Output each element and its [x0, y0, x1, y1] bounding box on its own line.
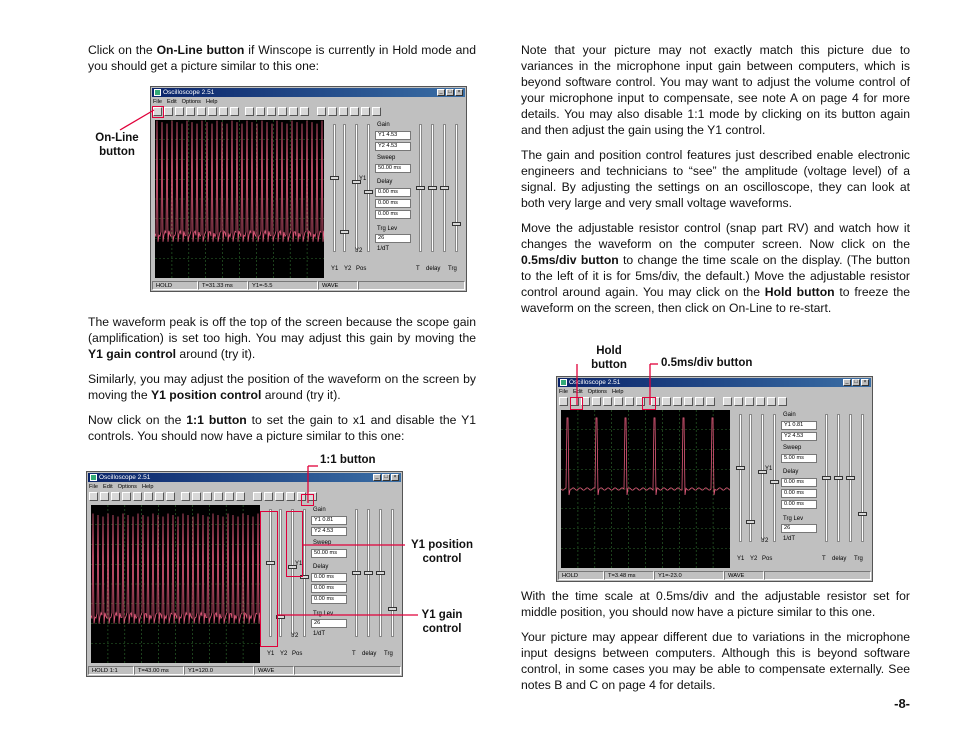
toolbar-button[interactable] — [197, 107, 206, 116]
status-time: T=3.48 ms — [604, 571, 654, 580]
delay-field: 0.00 ms — [375, 199, 411, 208]
toolbar-button[interactable] — [111, 492, 120, 501]
delay-field: 0.00 ms — [781, 478, 817, 487]
vertical-slider[interactable] — [761, 414, 764, 542]
toolbar-button[interactable] — [236, 492, 245, 501]
slider-thumb[interactable] — [376, 571, 385, 575]
delay-slider-label: delay — [426, 266, 441, 272]
toolbar-button[interactable] — [361, 107, 370, 116]
delay-label: Delay — [313, 564, 329, 570]
slider-thumb[interactable] — [340, 230, 349, 234]
menu-item[interactable]: Edit — [167, 99, 177, 105]
paragraph-variation: Your picture may appear different due to variations in the microphone input designs between computers. Although this is beyond software control, in some cases you may be able to compensate externally. See notes B and C on page 4 for details. — [521, 630, 910, 692]
slider-thumb[interactable] — [822, 476, 831, 480]
sweep-label: Sweep — [783, 445, 802, 451]
status-y1: Y1=-23.0 — [654, 571, 724, 580]
paragraph-one-to-one: Now click on the 1:1 button to set the gain to x1 and disable the Y1 controls. You should now have a picture similar to this one: — [88, 413, 476, 443]
toolbar-button[interactable] — [317, 107, 326, 116]
menu-item[interactable]: Edit — [103, 484, 113, 490]
status-y1: Y1=-5.5 — [248, 281, 318, 290]
callout-hold-button: Hold button — [591, 345, 627, 371]
delay-field: 0.00 ms — [781, 500, 817, 509]
scope-display — [561, 410, 730, 568]
right-column-lower — [521, 588, 910, 702]
delay-field: 0.00 ms — [781, 489, 817, 498]
slider-thumb[interactable] — [416, 186, 425, 190]
slider-thumb[interactable] — [452, 222, 461, 226]
toolbar-button[interactable] — [225, 492, 234, 501]
y1-gain-field: Y1 4.53 — [375, 131, 411, 140]
vertical-slider[interactable] — [355, 124, 358, 252]
slider-thumb[interactable] — [388, 607, 397, 611]
pos-bottom-label: Pos — [356, 266, 367, 272]
paragraph-note: Note that your picture may not exactly match this picture due to variances in the microphone input gain between computers, which is beyond software control. You may want to adjust the volume control of your microphone input to compensate, see note A on page 4 for more details. You may also disable 1:1 mode by clicking on its button again and then adjust the gain using the Y1 control. — [521, 43, 910, 137]
vertical-slider[interactable] — [739, 414, 742, 542]
toolbar-button[interactable] — [684, 397, 693, 406]
toolbar-button[interactable] — [275, 492, 284, 501]
window-title: Oscilloscope 2.51 — [569, 379, 621, 386]
y2-bottom-label: Y2 — [750, 556, 758, 562]
page-number: -8- — [894, 696, 910, 711]
toolbar-button[interactable] — [175, 107, 184, 116]
minimize-icon[interactable]: _ — [373, 474, 381, 481]
toolbar-button[interactable] — [328, 107, 337, 116]
waveform-plot — [155, 120, 324, 278]
status-mode: HOLD 1:1 — [88, 666, 134, 675]
t-label: T — [822, 556, 826, 562]
menu-item[interactable]: Help — [205, 99, 218, 105]
slider-thumb[interactable] — [746, 520, 755, 524]
y2-gain-field: Y2 4.53 — [311, 527, 347, 536]
trg-label: Trg — [384, 651, 393, 657]
vertical-slider[interactable] — [773, 414, 776, 542]
toolbar-button[interactable] — [164, 107, 173, 116]
slider-thumb[interactable] — [352, 571, 361, 575]
paragraph-online: Click on the On-Line button if Winscope is currently in Hold mode and you should get a picture similar to this one: — [88, 43, 476, 73]
delay-field: 0.00 ms — [375, 188, 411, 197]
trg-label: Trg — [448, 266, 457, 272]
callout-y1-gain-control: Y1 gain control — [421, 609, 463, 635]
t-label: T — [416, 266, 420, 272]
toolbar-button[interactable] — [289, 107, 298, 116]
y2-gain-field: Y2 4.53 — [375, 142, 411, 151]
inverse-dt-label: 1/dT — [783, 536, 796, 542]
window-title: Oscilloscope 2.51 — [99, 474, 151, 481]
toolbar-button[interactable] — [181, 492, 190, 501]
vertical-slider[interactable] — [391, 509, 394, 637]
menu-item[interactable]: Edit — [573, 389, 583, 395]
toolbar-button[interactable] — [256, 107, 265, 116]
delay-field: 0.00 ms — [375, 210, 411, 219]
paragraph-timescale: With the time scale at 0.5ms/div and the adjustable resistor set for middle position, you should now have a picture similar to this one. — [521, 589, 910, 619]
oscilloscope-window-2 — [86, 471, 403, 677]
trigger-label: Trg Lev — [377, 226, 398, 232]
y1-slider-label: Y1 — [765, 466, 773, 472]
paragraph-gain: The waveform peak is off the top of the screen because the scope gain (amplification) is set too high. You may adjust this gain by moving the Y1 gain control around (try it). — [88, 315, 476, 361]
delay-field: 0.00 ms — [311, 595, 347, 604]
status-fill — [294, 666, 401, 675]
toolbar-button[interactable] — [614, 397, 623, 406]
slider-thumb[interactable] — [834, 476, 843, 480]
y1-slider-label: Y1 — [295, 561, 303, 567]
toolbar-button[interactable] — [155, 492, 164, 501]
toolbar-button[interactable] — [230, 107, 239, 116]
toolbar-button[interactable] — [192, 492, 201, 501]
status-wave: WAVE — [254, 666, 294, 675]
y1-bottom-label: Y1 — [331, 266, 339, 272]
callout-half-ms-button: 0.5ms/div button — [661, 357, 753, 369]
callout-online-button: On-Line button — [95, 132, 139, 158]
trigger-field: 26 — [781, 524, 817, 533]
toolbar-button[interactable] — [267, 107, 276, 116]
y1-bottom-label: Y1 — [267, 651, 275, 657]
delay-slider-label: delay — [362, 651, 377, 657]
control-panel — [733, 410, 871, 568]
toolbar-button[interactable] — [767, 397, 776, 406]
menu-item[interactable]: Options — [587, 389, 607, 395]
toolbar — [89, 492, 400, 502]
slider-thumb[interactable] — [858, 512, 867, 516]
window-titlebar — [558, 378, 871, 387]
menu-item[interactable]: File — [559, 389, 569, 395]
toolbar-button[interactable] — [214, 492, 223, 501]
y1-gain-field: Y1 0.81 — [781, 421, 817, 430]
close-icon[interactable]: × — [391, 474, 399, 481]
trigger-field: 26 — [311, 619, 347, 628]
t-label: T — [352, 651, 356, 657]
highlight-half-ms-button — [642, 397, 656, 410]
trg-label: Trg — [854, 556, 863, 562]
status-bar — [152, 281, 465, 290]
toolbar-button[interactable] — [723, 397, 732, 406]
slider-thumb[interactable] — [736, 466, 745, 470]
y2-bottom-label: Y2 — [344, 266, 352, 272]
menu-bar — [89, 483, 153, 491]
delay-field: 0.00 ms — [311, 584, 347, 593]
status-fill — [358, 281, 465, 290]
left-column-lower — [88, 314, 476, 453]
slider-thumb[interactable] — [364, 571, 373, 575]
trigger-label: Trg Lev — [313, 611, 334, 617]
toolbar-button[interactable] — [706, 397, 715, 406]
toolbar-button[interactable] — [203, 492, 212, 501]
paragraph-position: Similarly, you may adjust the position of the waveform on the screen by moving the Y1 position control around (try it). — [88, 372, 476, 402]
menu-item[interactable]: File — [153, 99, 163, 105]
callout-y1-position-control: Y1 position control — [411, 539, 473, 565]
maximize-icon[interactable]: □ — [446, 89, 454, 96]
y2-slider-label: Y2 — [761, 538, 769, 544]
window-titlebar — [152, 88, 465, 97]
app-icon — [154, 89, 161, 96]
toolbar-button[interactable] — [734, 397, 743, 406]
right-column — [521, 42, 910, 325]
waveform-plot — [561, 410, 730, 568]
toolbar-button[interactable] — [673, 397, 682, 406]
menu-item[interactable]: Options — [117, 484, 137, 490]
toolbar-button[interactable] — [278, 107, 287, 116]
toolbar-button[interactable] — [245, 107, 254, 116]
status-wave: WAVE — [318, 281, 358, 290]
gain-label: Gain — [377, 122, 390, 128]
window-titlebar — [88, 473, 401, 482]
toolbar-button[interactable] — [253, 492, 262, 501]
toolbar-button[interactable] — [133, 492, 142, 501]
status-time: T=43.00 ms — [134, 666, 184, 675]
toolbar-button[interactable] — [350, 107, 359, 116]
toolbar-button[interactable] — [339, 107, 348, 116]
toolbar-button[interactable] — [603, 397, 612, 406]
app-icon — [90, 474, 97, 481]
inverse-dt-label: 1/dT — [377, 246, 390, 252]
delay-label: Delay — [377, 179, 393, 185]
toolbar-button[interactable] — [286, 492, 295, 501]
toolbar-button[interactable] — [219, 107, 228, 116]
vertical-slider[interactable] — [367, 124, 370, 252]
toolbar-button[interactable] — [144, 492, 153, 501]
y2-slider-label: Y2 — [291, 633, 299, 639]
status-bar — [88, 666, 401, 675]
control-panel — [327, 120, 465, 278]
minimize-icon[interactable]: _ — [437, 89, 445, 96]
status-y1: Y1=120.0 — [184, 666, 254, 675]
toolbar-button[interactable] — [186, 107, 195, 116]
sweep-label: Sweep — [313, 540, 332, 546]
menu-item[interactable]: Help — [141, 484, 154, 490]
sweep-field: 5.00 ms — [781, 454, 817, 463]
y1-slider-label: Y1 — [359, 176, 367, 182]
toolbar-button[interactable] — [559, 397, 568, 406]
vertical-slider[interactable] — [861, 414, 864, 542]
sweep-field: 50.00 ms — [311, 549, 347, 558]
callout-one-to-one-button: 1:1 button — [320, 454, 376, 466]
trigger-label: Trg Lev — [783, 516, 804, 522]
y1-gain-field: Y1 0.81 — [311, 516, 347, 525]
status-fill — [764, 571, 871, 580]
toolbar-button[interactable] — [662, 397, 671, 406]
window-title: Oscilloscope 2.51 — [163, 89, 215, 96]
oscilloscope-window-3 — [556, 376, 873, 582]
status-time: T=31.33 ms — [198, 281, 248, 290]
close-icon[interactable]: × — [455, 89, 463, 96]
inverse-dt-label: 1/dT — [313, 631, 326, 637]
menu-bar — [559, 388, 623, 396]
toolbar-button[interactable] — [592, 397, 601, 406]
menu-item[interactable]: Help — [611, 389, 624, 395]
y2-gain-field: Y2 4.53 — [781, 432, 817, 441]
minimize-icon[interactable]: _ — [843, 379, 851, 386]
y1-bottom-label: Y1 — [737, 556, 745, 562]
status-mode: HOLD — [152, 281, 198, 290]
y2-slider-label: Y2 — [355, 248, 363, 254]
sweep-field: 50.00 ms — [375, 164, 411, 173]
vertical-slider[interactable] — [303, 509, 306, 637]
status-bar — [558, 571, 871, 580]
trigger-field: 26 — [375, 234, 411, 243]
toolbar-button[interactable] — [756, 397, 765, 406]
sweep-label: Sweep — [377, 155, 396, 161]
vertical-slider[interactable] — [333, 124, 336, 252]
toolbar-button[interactable] — [625, 397, 634, 406]
callout-online-leader — [120, 110, 154, 130]
waveform-plot — [91, 505, 260, 663]
slider-thumb[interactable] — [770, 480, 779, 484]
app-icon — [560, 379, 567, 386]
highlight-online-button — [152, 106, 164, 118]
y2-bottom-label: Y2 — [280, 651, 288, 657]
gain-label: Gain — [783, 412, 796, 418]
status-mode: HOLD — [558, 571, 604, 580]
highlight-y1-gain-control — [260, 511, 278, 647]
oscilloscope-window-1 — [150, 86, 467, 292]
toolbar-button[interactable] — [122, 492, 131, 501]
toolbar-button[interactable] — [695, 397, 704, 406]
paragraph-controls: The gain and position control features just described enable electronic engineers and technicians to “see” the amplitude (voltage level) of a signal. By adjusting the settings on an oscilloscope, they can look at both very large and very small voltage waveforms. — [521, 148, 910, 210]
delay-label: Delay — [783, 469, 799, 475]
highlight-hold-button — [570, 397, 583, 410]
status-wave: WAVE — [724, 571, 764, 580]
slider-thumb[interactable] — [440, 186, 449, 190]
pos-bottom-label: Pos — [762, 556, 773, 562]
maximize-icon[interactable]: □ — [382, 474, 390, 481]
toolbar-button[interactable] — [745, 397, 754, 406]
toolbar-button[interactable] — [300, 107, 309, 116]
toolbar-button[interactable] — [208, 107, 217, 116]
toolbar-button[interactable] — [264, 492, 273, 501]
control-panel — [263, 505, 401, 663]
pos-bottom-label: Pos — [292, 651, 303, 657]
toolbar — [559, 397, 870, 407]
vertical-slider[interactable] — [455, 124, 458, 252]
menu-bar — [153, 98, 217, 106]
slider-thumb[interactable] — [364, 190, 373, 194]
paragraph-resistor: Move the adjustable resistor control (snap part RV) and watch how it changes the waveform on the computer screen. Now click on the 0.5ms/div button to change the time scale on the display. (The button to the left of it is for 5ms/div, the default.) Move the adjustable resistor control around again. You may click on the Hold button to freeze the waveform on the screen, then click on On-Line to re-start. — [521, 221, 911, 315]
slider-thumb[interactable] — [428, 186, 437, 190]
slider-thumb[interactable] — [330, 176, 339, 180]
toolbar — [153, 107, 464, 117]
toolbar-button[interactable] — [89, 492, 98, 501]
gain-label: Gain — [313, 507, 326, 513]
toolbar-button[interactable] — [166, 492, 175, 501]
toolbar-button[interactable] — [372, 107, 381, 116]
close-icon[interactable]: × — [861, 379, 869, 386]
toolbar-button[interactable] — [100, 492, 109, 501]
left-column — [88, 42, 476, 83]
toolbar-button[interactable] — [778, 397, 787, 406]
highlight-one-to-one-button — [301, 494, 314, 506]
delay-field: 0.00 ms — [311, 573, 347, 582]
delay-slider-label: delay — [832, 556, 847, 562]
menu-item[interactable]: Options — [181, 99, 201, 105]
slider-thumb[interactable] — [846, 476, 855, 480]
scope-display — [155, 120, 324, 278]
menu-item[interactable]: File — [89, 484, 99, 490]
highlight-y1-position-control — [286, 511, 303, 577]
maximize-icon[interactable]: □ — [852, 379, 860, 386]
scope-display — [91, 505, 260, 663]
